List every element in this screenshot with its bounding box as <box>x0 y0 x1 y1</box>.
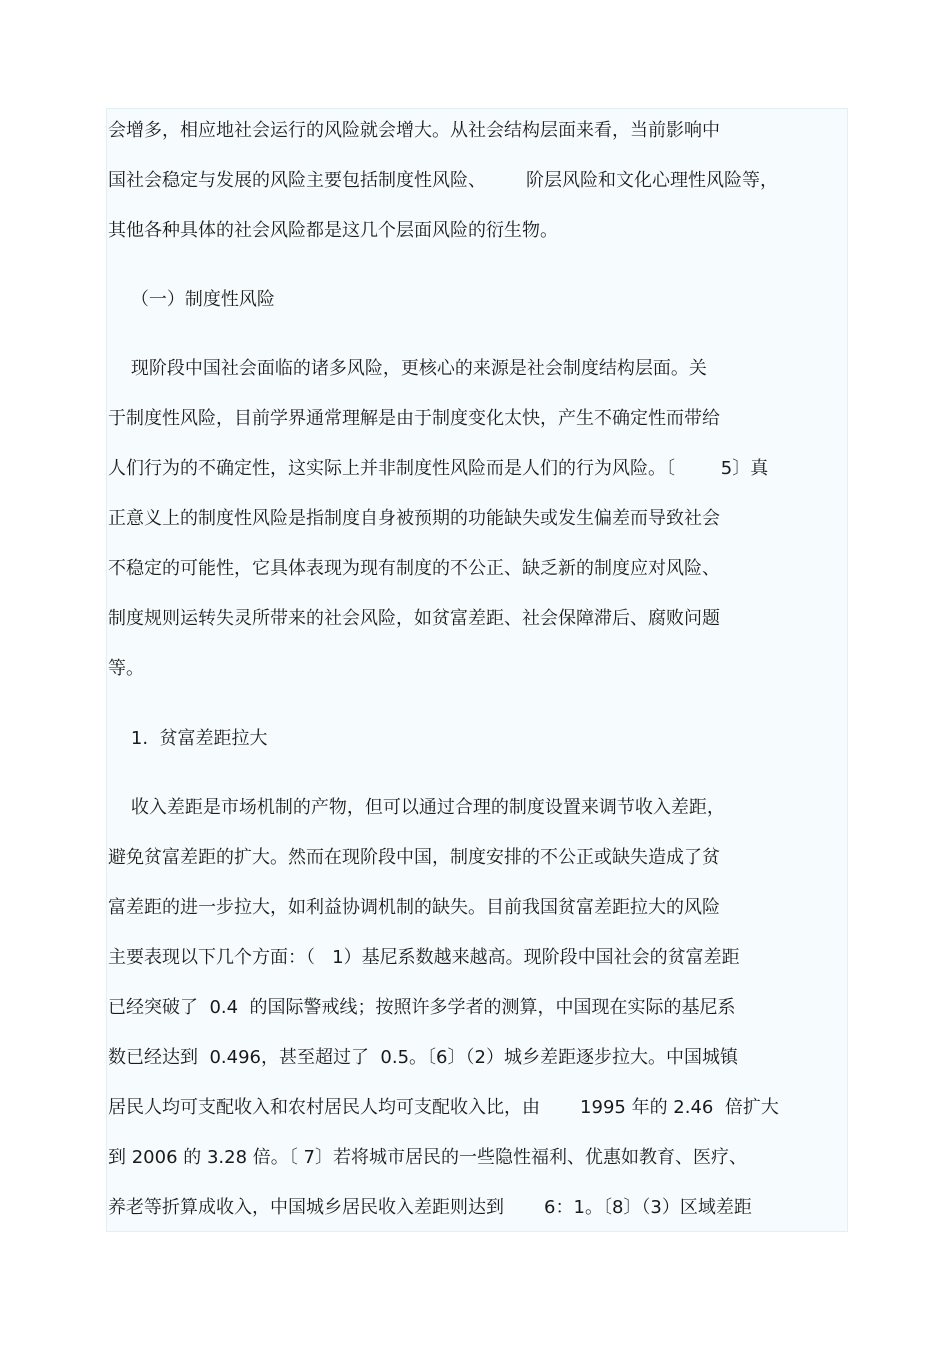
text-line: 到 2006 的 3.28 倍。〔 7〕若将城市居民的一些隐性福利、优惠如教育、医疗、 <box>108 1147 747 1168</box>
text-line: 避免贫富差距的扩大。然而在现阶段中国，制度安排的不公正或缺失造成了贫 <box>108 847 720 868</box>
text-line: 不稳定的可能性，它具体表现为现有制度的不公正、缺乏新的制度应对风险、 <box>108 558 720 579</box>
text-line: 现阶段中国社会面临的诸多风险，更核心的来源是社会制度结构层面。关 <box>108 358 707 379</box>
text-line: 制度规则运转失灵所带来的社会风险，如贫富差距、社会保障滞后、腐败问题 <box>108 608 720 629</box>
text-line: 主要表现以下几个方面：（ 1）基尼系数越来越高。现阶段中国社会的贫富差距 <box>108 947 740 968</box>
text-line: 收入差距是市场机制的产物，但可以通过合理的制度设置来调节收入差距， <box>108 797 725 818</box>
text-line: 等。 <box>108 658 144 679</box>
text-line: 会增多，相应地社会运行的风险就会增大。从社会结构层面来看，当前影响中 <box>108 120 720 141</box>
text-line: 正意义上的制度性风险是指制度自身被预期的功能缺失或发生偏差而导致社会 <box>108 508 720 529</box>
text-line: 居民人均可支配收入和农村居民人均可支配收入比，由 1995 年的 2.46 倍扩大 <box>108 1097 779 1118</box>
text-line: 其他各种具体的社会风险都是这几个层面风险的衍生物。 <box>108 220 558 241</box>
text-line: 人们行为的不确定性，这实际上并非制度性风险而是人们的行为风险。〔 5〕真 <box>108 458 769 479</box>
text-line: 于制度性风险，目前学界通常理解是由于制度变化太快，产生不确定性而带给 <box>108 408 720 429</box>
text-line: 富差距的进一步拉大，如利益协调机制的缺失。目前我国贫富差距拉大的风险 <box>108 897 720 918</box>
subsection-heading: 1. 贫富差距拉大 <box>108 728 268 749</box>
text-line: 国社会稳定与发展的风险主要包括制度性风险、 阶层风险和文化心理性风险等， <box>108 170 779 191</box>
text-line: 数已经达到 0.496，甚至超过了 0.5。〔6〕（2）城乡差距逐步拉大。中国城镇 <box>108 1047 738 1068</box>
text-line: 已经突破了 0.4 的国际警戒线；按照许多学者的测算，中国现在实际的基尼系 <box>108 997 736 1018</box>
text-line: 养老等折算成收入，中国城乡居民收入差距则达到 6：1。〔8〕（3）区域差距 <box>108 1197 752 1218</box>
section-heading: （一）制度性风险 <box>108 289 275 310</box>
